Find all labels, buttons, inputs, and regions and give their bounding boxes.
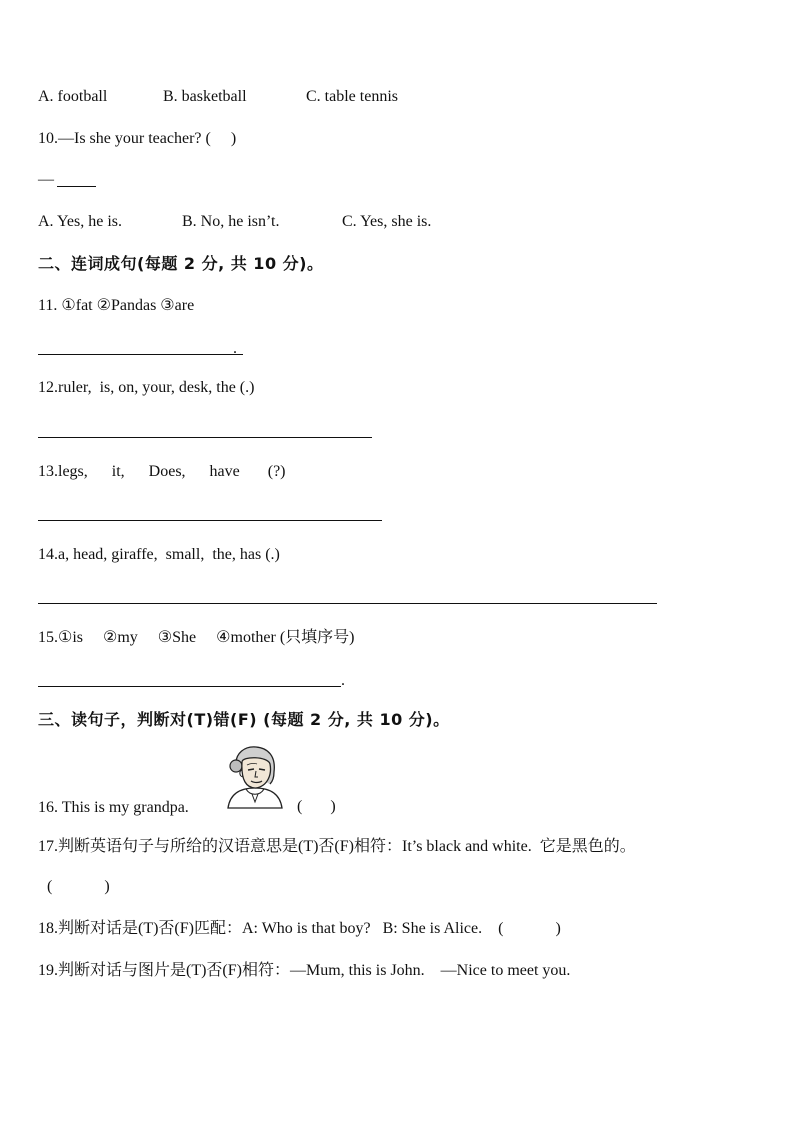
- q10-stem: 10.—Is she your teacher? ( ): [38, 130, 237, 147]
- q15-text: 15.①is ②my ③She ④mother (只填序号): [38, 629, 355, 646]
- q10-option-b: B. No, he isn’t.: [182, 213, 280, 230]
- q11-text: 11. ①fat ②Pandas ③are: [38, 297, 195, 314]
- q16-text: 16. This is my grandpa.: [38, 799, 189, 816]
- q15-answer-blank[interactable]: [38, 686, 341, 687]
- q17-text: 17.判断英语句子与所给的汉语意思是(T)否(F)相符：It’s black and white. 它是黑色的。: [38, 838, 636, 855]
- q11-answer-blank[interactable]: [38, 354, 243, 355]
- q12-text: 12.ruler, is, on, your, desk, the (.): [38, 379, 255, 396]
- q11-period: .: [233, 340, 237, 357]
- q10-reply-dash: —: [38, 171, 54, 188]
- q13-answer-blank[interactable]: [38, 520, 382, 521]
- q19-text: 19.判断对话与图片是(T)否(F)相符：—Mum, this is John. —Nice to meet you.: [38, 962, 571, 979]
- q10-option-a: A. Yes, he is.: [38, 213, 123, 230]
- q15-period: .: [341, 672, 345, 689]
- q12-answer-blank[interactable]: [38, 437, 372, 438]
- section3-heading: 三、读句子，判断对(T)错(F) (每题 2 分, 共 10 分)。: [38, 710, 450, 729]
- q9-option-c: C. table tennis: [306, 88, 398, 105]
- grandma-illustration: [224, 744, 286, 810]
- q9-option-b: B. basketball: [163, 88, 247, 105]
- q13-text: 13.legs, it, Does, have (?): [38, 463, 286, 480]
- q9-option-a: A. football: [38, 88, 108, 105]
- q10-option-c: C. Yes, she is.: [342, 213, 432, 230]
- q17-answer-paren[interactable]: ( ): [47, 878, 110, 895]
- q18-text: 18.判断对话是(T)否(F)匹配：A: Who is that boy? B: She is Alice. ( ): [38, 920, 561, 937]
- q14-text: 14.a, head, giraffe, small, the, has (.): [38, 546, 280, 563]
- section2-heading: 二、连词成句(每题 2 分, 共 10 分)。: [38, 254, 324, 273]
- q14-answer-blank[interactable]: [38, 603, 657, 604]
- q10-answer-blank[interactable]: [57, 186, 96, 187]
- q16-answer-paren[interactable]: ( ): [297, 798, 336, 815]
